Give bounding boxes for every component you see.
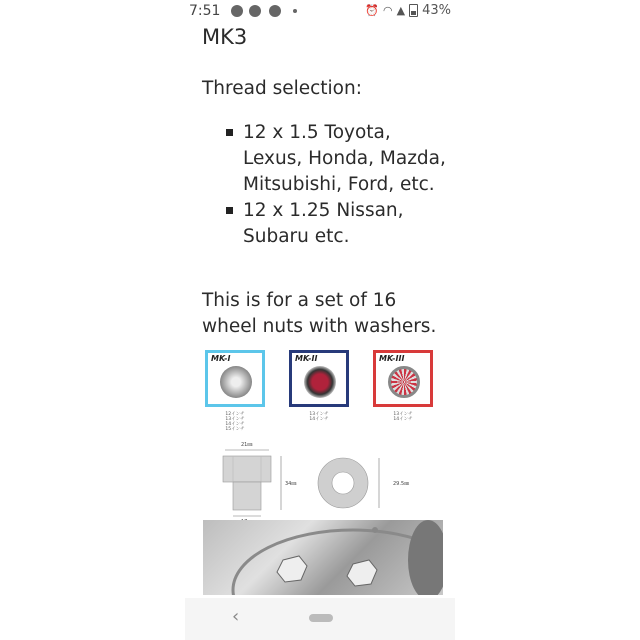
wheel-card-mk1 — [205, 350, 265, 407]
nut-height-dimension: 34㎜ — [285, 481, 297, 487]
size-label: 13インチ — [225, 417, 245, 422]
rim-lip — [408, 520, 443, 595]
status-time: 7:51 — [189, 3, 221, 19]
line-icon — [249, 5, 261, 17]
nut-top-dimension: 21㎜ — [241, 442, 253, 448]
article-content — [202, 22, 452, 337]
wheel-image — [220, 366, 252, 398]
lug-nut — [277, 556, 307, 582]
wheel-card-mk3 — [373, 350, 433, 407]
wheel-sizes-mk1 — [215, 412, 255, 432]
battery-icon — [409, 4, 418, 17]
wheel-card-mk2 — [289, 350, 349, 407]
photo-drawing — [203, 520, 443, 595]
navigation-bar — [185, 598, 455, 640]
lug-nut — [347, 560, 377, 586]
wheel-label: MK-III — [379, 354, 405, 363]
status-bar — [185, 0, 455, 24]
wheel-image — [304, 366, 336, 398]
thread-options-list — [202, 120, 452, 250]
size-label: 13インチ — [393, 412, 413, 417]
status-right — [365, 3, 451, 18]
wheel-label: MK-II — [295, 354, 318, 363]
nut-shank — [233, 482, 261, 510]
washer-diameter-dimension: 29.5㎜ — [393, 481, 410, 487]
list-item: 12 x 1.25 Nissan, Subaru etc. — [202, 198, 452, 250]
nut-hex — [223, 456, 271, 482]
product-image[interactable] — [203, 345, 443, 595]
wheel-image — [388, 366, 420, 398]
message-icon — [231, 5, 243, 17]
size-label: 13インチ — [309, 412, 329, 417]
page-title: MK3 — [202, 25, 248, 49]
wheel-sizes-mk3 — [383, 412, 423, 422]
wheel-label: MK-I — [211, 354, 231, 363]
dimension-diagram — [203, 440, 443, 525]
wifi-icon: ◠ — [383, 4, 393, 17]
wheel-sizes-mk2 — [299, 412, 339, 422]
messenger-icon — [269, 5, 281, 17]
phone-screen — [185, 0, 455, 640]
washer-hole — [332, 472, 354, 494]
size-label: 12インチ — [225, 412, 245, 417]
thread-intro: Thread selection: — [202, 78, 362, 99]
signal-icon: ▲ — [396, 4, 406, 17]
list-item: 12 x 1.5 Toyota, Lexus, Honda, Mazda, Mitsubishi, Ford, etc. — [202, 120, 452, 198]
size-label: 14インチ — [225, 422, 245, 427]
back-button[interactable]: ‹ — [232, 606, 240, 627]
home-button[interactable] — [309, 614, 333, 622]
rim-bolt — [372, 527, 378, 533]
size-label: 15インチ — [225, 427, 245, 432]
size-label: 14インチ — [309, 417, 329, 422]
more-notifications-dot — [293, 9, 297, 13]
set-description: This is for a set of 16 wheel nuts with washers. — [202, 290, 437, 337]
wheel-nut-photo — [203, 520, 443, 595]
battery-percent: 43% — [422, 3, 451, 18]
size-label: 14インチ — [393, 417, 413, 422]
alarm-icon: ⏰ — [365, 4, 380, 17]
